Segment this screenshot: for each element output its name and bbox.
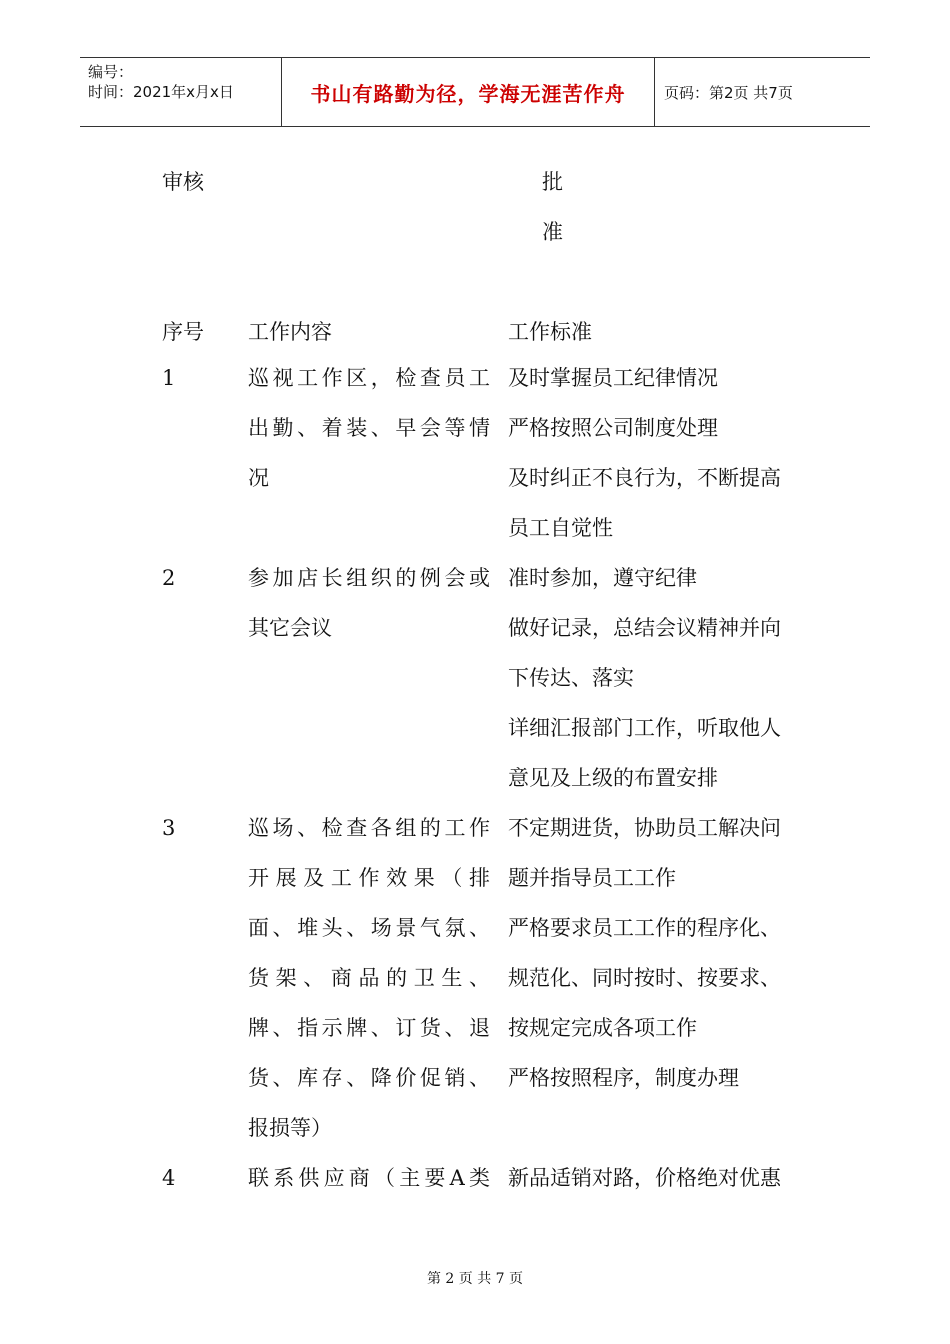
- column-header-standard: 工作标准: [508, 320, 592, 344]
- standard-line: 规范化、同时按时、按要求、: [508, 966, 781, 990]
- content-line: 开展及工作效果（排: [248, 866, 490, 890]
- row-seq: 1: [162, 366, 176, 390]
- content-line: 况: [248, 466, 269, 490]
- header-page-info: 页码：第2页 共7页: [664, 83, 793, 102]
- review-label: 审核: [162, 170, 204, 194]
- content-line: 巡场、检查各组的工作: [248, 816, 490, 840]
- content-line: 面、堆头、场景气氛、: [248, 916, 490, 940]
- content-line: 货架、商品的卫生、: [248, 966, 490, 990]
- content-line: 其它会议: [248, 616, 332, 640]
- row-content: [248, 1153, 490, 1203]
- content-line: 报损等）: [248, 1116, 332, 1140]
- standard-line: 详细汇报部门工作，听取他人: [508, 716, 781, 740]
- standard-line: 严格按照公司制度处理: [508, 416, 718, 440]
- standard-line: 意见及上级的布置安排: [508, 766, 718, 790]
- standard-line: 题并指导员工工作: [508, 866, 676, 890]
- standard-line: 不定期进货，协助员工解决问: [508, 816, 781, 840]
- content-line: 联系供应商（主要A类: [248, 1166, 490, 1190]
- row-seq: 4: [162, 1166, 176, 1190]
- standard-line: 按规定完成各项工作: [508, 1016, 697, 1040]
- approve-label-1: 批: [542, 170, 563, 194]
- content-line: 参加店长组织的例会或: [248, 566, 490, 590]
- content-line: 货、库存、降价促销、: [248, 1066, 490, 1090]
- header-motto: 书山有路勤为径，学海无涯苦作舟: [310, 81, 626, 106]
- standard-line: 严格要求员工工作的程序化、: [508, 916, 781, 940]
- row-content: [248, 803, 490, 1153]
- time-label: 时间：2021年x月x日: [88, 83, 234, 101]
- column-header-content: 工作内容: [248, 320, 332, 344]
- content-line: 巡视工作区，检查员工: [248, 366, 490, 390]
- content-line: 出勤、着装、早会等情: [248, 416, 490, 440]
- document-header: [80, 57, 870, 127]
- row-standard: [508, 353, 828, 553]
- column-header-seq: 序号: [162, 320, 204, 344]
- row-content: [248, 353, 490, 503]
- page-footer: 第 2 页 共 7 页: [426, 1271, 524, 1287]
- standard-line: 员工自觉性: [508, 516, 613, 540]
- row-seq: 3: [162, 816, 176, 840]
- standard-line: 严格按照程序，制度办理: [508, 1066, 739, 1090]
- content-line: 牌、指示牌、订货、退: [248, 1016, 490, 1040]
- standard-line: 做好记录，总结会议精神并向: [508, 616, 781, 640]
- row-standard: [508, 1153, 828, 1203]
- header-divider-right: [654, 58, 655, 126]
- row-standard: [508, 553, 828, 803]
- standard-line: 准时参加，遵守纪律: [508, 566, 697, 590]
- standard-line: 新品适销对路，价格绝对优惠: [508, 1166, 781, 1190]
- standard-line: 及时纠正不良行为，不断提高: [508, 466, 781, 490]
- header-meta: [88, 62, 234, 102]
- row-content: [248, 553, 490, 653]
- row-seq: 2: [162, 566, 176, 590]
- standard-line: 及时掌握员工纪律情况: [508, 366, 718, 390]
- approve-label-2: 准: [542, 220, 563, 244]
- serial-label: 编号：: [88, 63, 134, 81]
- row-standard: [508, 803, 828, 1103]
- standard-line: 下传达、落实: [508, 666, 634, 690]
